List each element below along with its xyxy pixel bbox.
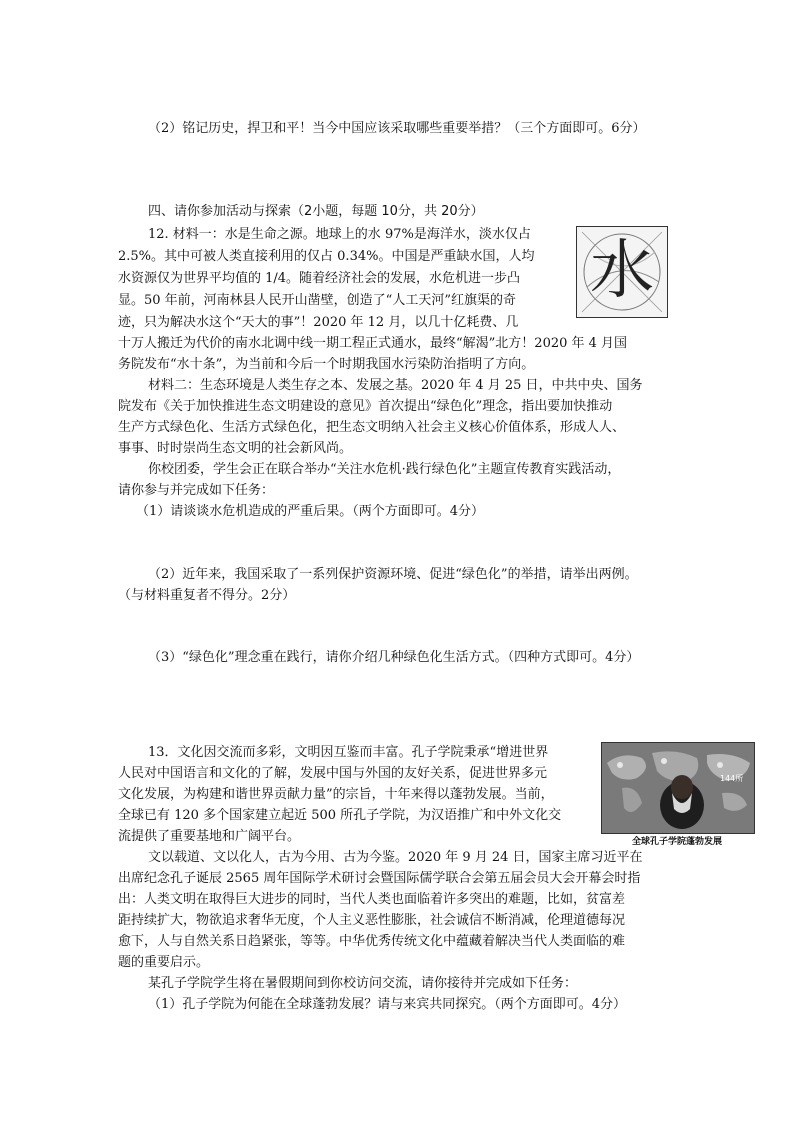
q12-line-13: 请你参与并完成如下任务：	[118, 483, 275, 498]
q12-line-10: 生产方式绿色化、生活方式绿色化，把生态文明纳入社会主义核心价值体系，形成人人、	[118, 420, 626, 435]
q13-line-10: 愈下，人与自然关系日趋紧张，等等。中华优秀传统文化中蕴藏着解决当代人类面临的难	[118, 934, 626, 949]
confucius-institute-caption: 全球孔子学院蓬勃发展	[631, 837, 722, 847]
q12-line-11: 事事、时时崇尚生态文明的社会新风尚。	[118, 441, 353, 456]
q13-line-7: 出席纪念孔子诞辰 2565 周年国际学术研讨会暨国际儒学联合会第五届会员大会开幕会时指	[118, 871, 641, 886]
q13-line-4: 全球已有 120 多个国家建立起近 500 所孔子学院，为汉语推广和中外文化交	[118, 808, 562, 823]
q12-line-4: 显。50 年前，河南林县人民开山凿壁，创造了“人工天河”红旗渠的奇	[118, 293, 516, 308]
q13-line-12: 某孔子学院学生将在暑假期间到你校访问交流，请你接待并完成如下任务：	[148, 976, 578, 991]
q12-task-1: （1）请谈谈水危机造成的严重后果。（两个方面即可。4分）	[136, 504, 485, 519]
q12-line-3: 水资源仅为世界平均值的 1/4。随着经济社会的发展，水危机进一步凸	[118, 271, 521, 286]
q12-task-3: （3）“绿色化”理念重在践行，请你介绍几种绿色化生活方式。（四种方式即可。4分）	[148, 650, 640, 665]
water-character-glyph: 水	[590, 234, 654, 308]
q12-line-9: 院发布《关于加快推进生态文明建设的意见》首次提出“绿色化”理念，指出要加快推动	[118, 399, 613, 414]
q13-line-3: 文化发展，为构建和谐世界贡献力量”的宗旨，十年来得以蓬勃发展。当前，	[118, 787, 554, 802]
map-count-label: 144所	[720, 774, 744, 783]
section-4-title: 四、请你参加活动与探索（2小题，每题 10分，共 20分）	[148, 204, 484, 219]
q12-line-7: 务院发布“水十条”，为当前和今后一个时期我国水污染防治指明了方向。	[118, 357, 535, 372]
water-character-image	[576, 226, 668, 318]
q13-line-9: 距持续扩大，物欲追求奢华无度，个人主义恶性膨胀，社会诚信不断消减，伦理道德每况	[118, 913, 626, 928]
confucius-institute-image	[601, 742, 755, 834]
q12-task-2-cont: （与材料重复者不得分。2分）	[118, 588, 296, 603]
q12-line-12: 你校团委，学生会正在联合举办“关注水危机·践行绿色化”主题宣传教育实践活动，	[148, 462, 621, 477]
q13-line-11: 题的重要启示。	[118, 955, 210, 970]
q12-line-1: 12. 材料一：水是生命之源。地球上的水 97%是海洋水，淡水仅占	[148, 227, 531, 242]
q12-line-2: 2.5%。其中可被人类直接利用的仅占 0.34%。中国是严重缺水国，人均	[118, 249, 535, 264]
q12-line-8: 材料二：生态环境是人类生存之本、发展之基。2020 年 4 月 25 日，中共中央、国务	[148, 378, 643, 393]
world-map-art	[602, 743, 754, 833]
q12-line-5: 迹，只为解决水这个“天大的事”！2020 年 12 月，以几十亿耗费、几	[118, 315, 519, 330]
q13-line-6: 文以载道、文以化人，古为今用、古为今鉴。2020 年 9 月 24 日，国家主席习近平在	[148, 850, 643, 865]
q13-line-1: 13．文化因交流而多彩，文明因互鉴而丰富。孔子学院秉承“增进世界	[148, 745, 549, 760]
q13-line-5: 流提供了重要基地和广阔平台。	[118, 829, 301, 844]
question-2-prev: （2）铭记历史，捍卫和平！当今中国应该采取哪些重要举措？（三个方面即可。6分）	[148, 121, 646, 136]
q12-task-2: （2）近年来，我国采取了一系列保护资源环境、促进“绿色化”的举措，请举出两例。	[148, 567, 638, 582]
q13-task-1: （1）孔子学院为何能在全球蓬勃发展？请与来宾共同探究。（两个方面即可。4分）	[148, 997, 627, 1012]
q12-line-6: 十万人搬迁为代价的南水北调中线一期工程正式通水，最终“解渴”北方！2020 年 4 月国	[118, 336, 628, 351]
q13-line-2: 人民对中国语言和文化的了解，发展中国与外国的友好关系，促进世界多元	[118, 766, 548, 781]
q13-line-8: 出：人类文明在取得巨大进步的同时，当代人类也面临着许多突出的难题，比如，贫富差	[118, 892, 626, 907]
